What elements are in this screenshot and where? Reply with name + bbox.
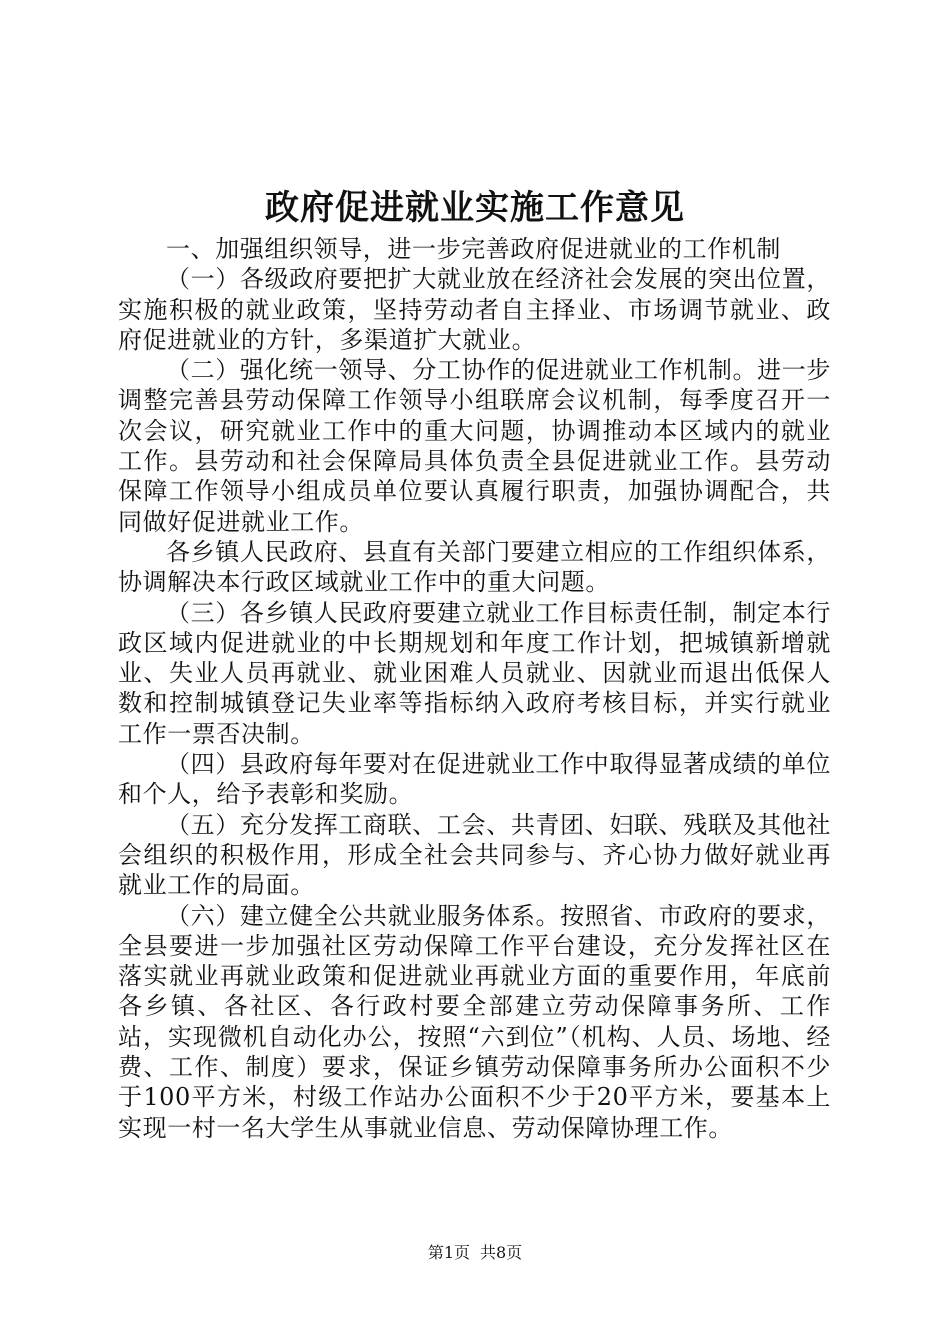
document-body	[118, 234, 831, 1143]
paragraph: （四）县政府每年要对在促进就业工作中取得显著成绩的单位和个人，给予表彰和奖励。	[118, 750, 831, 809]
paragraph: 各乡镇人民政府、县直有关部门要建立相应的工作组织体系，协调解决本行政区域就业工作中的重大问题。	[118, 537, 831, 597]
page-total: 共8页	[480, 1243, 523, 1262]
paragraph: （三）各乡镇人民政府要建立就业工作目标责任制，制定本行政区域内促进就业的中长期规划和年度工作计划，把城镇新增就业、失业人员再就业、就业困难人员就业、因就业而退出低保人数和控制城镇登记失业率等指标纳入政府考核目标，并实行就业工作一票否决制。	[118, 598, 831, 748]
document-title: 政府促进就业实施工作意见	[265, 188, 685, 228]
paragraph: （一）各级政府要把扩大就业放在经济社会发展的突出位置，实施积极的就业政策，坚持劳动者自主择业、市场调节就业、政府促进就业的方针，多渠道扩大就业。	[118, 265, 831, 354]
paragraph: （五）充分发挥工商联、工会、共青团、妇联、残联及其他社会组织的积极作用，形成全社会共同参与、齐心协力做好就业再就业工作的局面。	[118, 810, 831, 900]
page-footer	[0, 1242, 950, 1264]
page-number: 第1页	[427, 1243, 470, 1262]
section-heading: 一、加强组织领导，进一步完善政府促进就业的工作机制	[166, 235, 781, 263]
paragraph: （六）建立健全公共就业服务体系。按照省、市政府的要求，全县要进一步加强社区劳动保障工作平台建设，充分发挥社区在落实就业再就业政策和促进就业再就业方面的重要作用，年底前各乡镇、各社区、各行政村要全部建立劳动保障事务所、工作站，实现微机自动化办公，按照“六到位”（机构、人员、场地、经费、工作、制度）要求，保证乡镇劳动保障事务所办公面积不少于100平方米，村级工作站办公面积不少于20平方米，要基本上实现一村一名大学生从事就业信息、劳动保障协理工作。	[118, 901, 831, 1142]
paragraph: （二）强化统一领导、分工协作的促进就业工作机制。进一步调整完善县劳动保障工作领导小组联席会议机制，每季度召开一次会议，研究就业工作中的重大问题，协调推动本区域内的就业工作。县劳动和社会保障局具体负责全县促进就业工作。县劳动保障工作领导小组成员单位要认真履行职责，加强协调配合，共同做好促进就业工作。	[118, 356, 831, 536]
